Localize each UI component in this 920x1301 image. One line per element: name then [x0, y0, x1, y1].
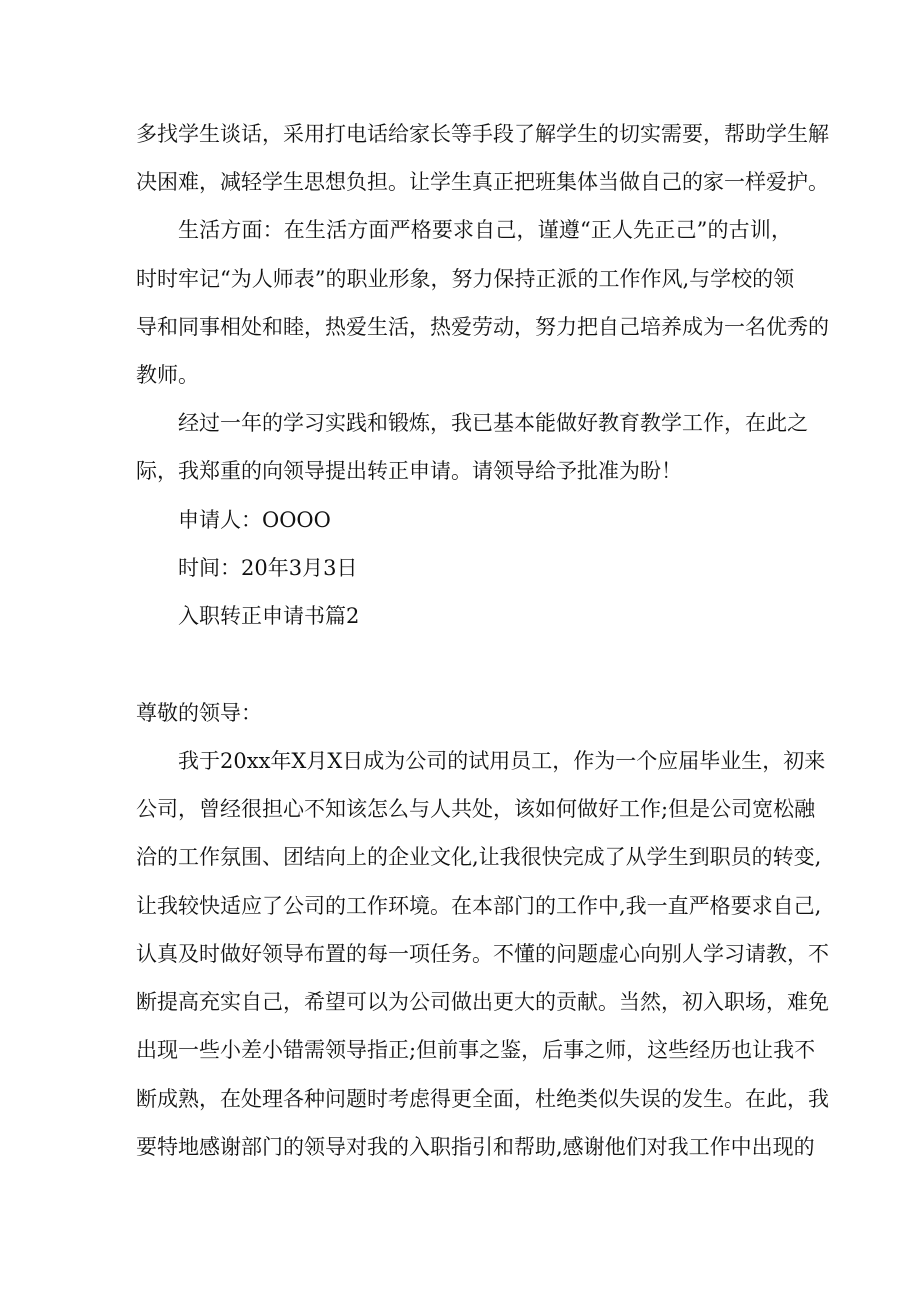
paragraph-line: 公司，曾经很担心不知该怎么与人共处，该如何做好工作;但是公司宽松融	[136, 797, 816, 821]
paragraph-line: 断提高充实自己，希望可以为公司做出更大的贡献。当然，初入职场，难免	[136, 990, 829, 1014]
date-line: 时间：20年3月3日	[178, 556, 358, 580]
paragraph-line: 断成熟，在处理各种问题时考虑得更全面，杜绝类似失误的发生。在此，我	[136, 1087, 829, 1111]
paragraph-line: 让我较快适应了公司的工作环境。在本部门的工作中,我一直严格要求自己,	[136, 894, 822, 918]
paragraph-line: 洽的工作氛围、团结向上的企业文化,让我很快完成了从学生到职员的转变,	[136, 845, 822, 869]
paragraph-line: 我于20xx年X月X日成为公司的试用员工，作为一个应届毕业生，初来	[178, 749, 826, 773]
paragraph-line: 生活方面：在生活方面严格要求自己，谨遵“正人先正己”的古训，	[178, 218, 792, 242]
paragraph-line: 决困难，减轻学生思想负担。让学生真正把班集体当做自己的家一样爱护。	[136, 170, 829, 194]
paragraph-line: 多找学生谈话，采用打电话给家长等手段了解学生的切实需要，帮助学生解	[136, 122, 829, 146]
salutation: 尊敬的领导：	[136, 701, 262, 725]
paragraph-line: 经过一年的学习实践和锻炼，我已基本能做好教育教学工作，在此之	[178, 411, 808, 435]
paragraph-line: 出现一些小差小错需领导指正;但前事之鉴，后事之师，这些经历也让我不	[136, 1038, 816, 1062]
paragraph-line: 要特地感谢部门的领导对我的入职指引和帮助,感谢他们对我工作中出现的	[136, 1135, 815, 1159]
paragraph-line: 认真及时做好领导布置的每一项任务。不懂的问题虚心向别人学习请教，不	[136, 942, 829, 966]
paragraph-line: 时时牢记“为人师表”的职业形象，努力保持正派的工作作风,与学校的领	[136, 267, 795, 291]
section-title: 入职转正申请书篇2	[178, 604, 360, 628]
applicant-line: 申请人：OOOO	[178, 508, 331, 532]
paragraph-line: 导和同事相处和睦，热爱生活，热爱劳动，努力把自己培养成为一名优秀的	[136, 315, 829, 339]
paragraph-line: 教师。	[136, 363, 199, 387]
paragraph-line: 际，我郑重的向领导提出转正申请。请领导给予批准为盼！	[136, 459, 682, 483]
